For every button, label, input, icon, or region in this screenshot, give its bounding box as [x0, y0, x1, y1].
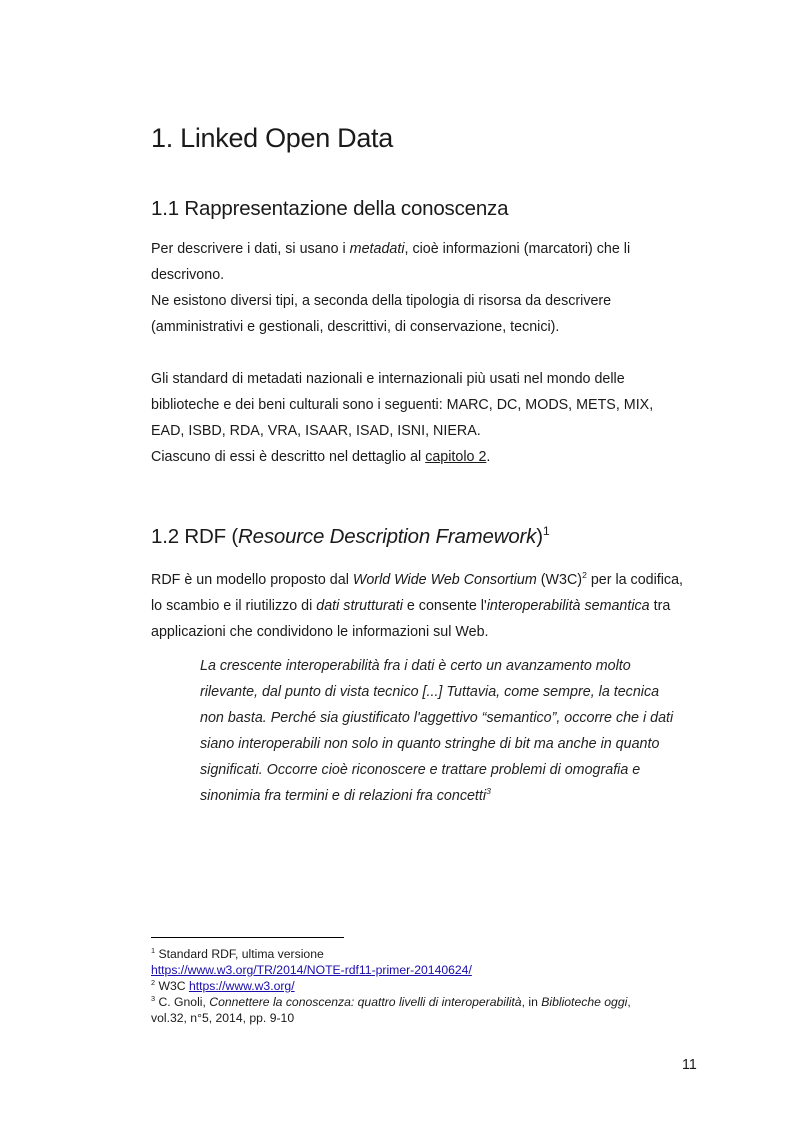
rdf-paragraph-line-3: applicazioni che condividono le informazioni sul Web. — [151, 624, 489, 640]
footnote-1-url — [151, 963, 472, 979]
chapter-title: 1. Linked Open Data — [151, 123, 393, 153]
quote-line-3: non basta. Perché sia giustificato l'aggettivo “semantico”, occorre che i dati — [200, 710, 674, 726]
quote-line-2: rilevante, dal punto di vista tecnico [...] Tuttavia, come sempre, la tecnica — [200, 684, 660, 700]
footnote-ref-2[interactable]: 2 — [582, 570, 587, 581]
footnote-1: $^1$ Standard RDF, ultima versione — [151, 945, 324, 961]
footnote-3: $^3$ C. Gnoli, Connettere la conoscenza: quattro livelli di interoperabilità, in Biblioteche oggi, — [151, 993, 631, 1009]
rdf-paragraph-line-1: RDF è un modello proposto dal World Wide Web Consortium $(W3C)^2$ per la codifica, — [151, 570, 683, 588]
section-1-2-title: 1.2 RDF (Resource Description Framework)$^1$ — [151, 524, 550, 548]
rdf-paragraph-line-2: lo scambio e il riutilizzo di dati strutturati e consente l'interoperabilità semantica tra — [151, 598, 671, 614]
paragraph-metadata-line-1: Per descrivere i dati, si usano i metadati, cioè informazioni (marcatori) che li — [151, 241, 631, 257]
section-1-1-title: 1.1 Rappresentazione della conoscenza — [151, 197, 509, 220]
paragraph-standards-line-1: Gli standard di metadati nazionali e internazionali più usati nel mondo delle — [151, 371, 625, 387]
term-metadati: metadati — [349, 241, 405, 257]
footnote-ref-1[interactable]: 1 — [542, 524, 550, 539]
w3c-link[interactable]: https://www.w3.org/ — [188, 979, 295, 993]
quote-line-4: siano interoperabili non solo in quanto stringhe di bit ma anche in quanto — [200, 736, 660, 752]
paragraph-standards-line-3: EAD, ISBD, RDA, VRA, ISAAR, ISAD, ISNI, NIERA. — [151, 423, 481, 439]
footnote-2: $^2$ W3C https://www.w3.org/ — [151, 977, 295, 993]
footnote-separator — [151, 937, 344, 938]
rdf-primer-link[interactable]: https://www.w3.org/TR/2014/NOTE-rdf11-primer-20140624/ — [151, 963, 472, 977]
paragraph-metadata-line-2: descrivono. — [151, 267, 225, 283]
paragraph-standards-line-2: biblioteche e dei beni culturali sono i seguenti: MARC, DC, MODS, METS, MIX, — [151, 397, 654, 413]
quote-line-6: sinonimia fra termini e di relazioni fra concetti$^3$ — [200, 786, 491, 804]
chapter-2-link[interactable]: capitolo 2 — [425, 449, 487, 465]
footnote-ref-3[interactable]: 3 — [486, 786, 491, 797]
paragraph-types-line-2: (amministrativi e gestionali, descrittivi, di conservazione, tecnici). — [151, 319, 560, 335]
page-number: 11 — [682, 1057, 697, 1073]
paragraph-types-line-1: Ne esistono diversi tipi, a seconda della tipologia di risorsa da descrivere — [151, 293, 612, 309]
quote-line-5: significati. Occorre cioè riconoscere e trattare problemi di omografia e — [200, 762, 641, 778]
footnote-3-line-2: vol.32, n°5, 2014, pp. 9-10 — [151, 1011, 295, 1025]
paragraph-chapter-ref: Ciascuno di essi è descritto nel dettaglio al capitolo 2. — [151, 449, 491, 465]
quote-line-1: La crescente interoperabilità fra i dati è certo un avanzamento molto — [200, 658, 631, 674]
